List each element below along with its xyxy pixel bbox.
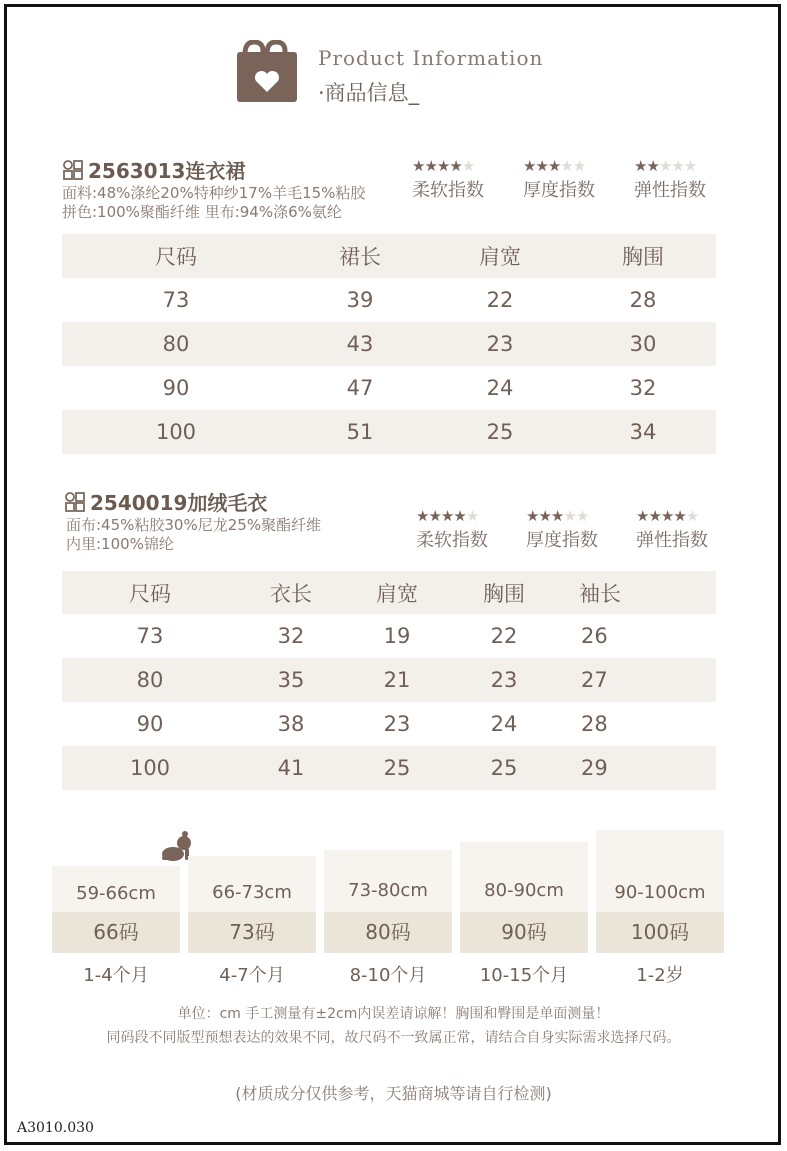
star-empty-icon: ★ [658,157,672,175]
table-cell: 73 [136,624,164,648]
table-cell: 22 [490,624,518,648]
product-2-rating-thick [526,508,598,552]
table-cell: 23 [490,668,518,692]
table-cell: 27 [581,668,608,692]
table-cell: 100 [129,756,171,780]
rating-label: 弹性指数 [636,530,708,551]
size-bar-code: 100码 [630,920,690,944]
size-bar-cm: 90-100cm [614,882,706,903]
age-label: 8-10个月 [349,965,427,986]
star-empty-icon: ★ [461,157,475,175]
size-bar-cm: 80-90cm [484,880,564,901]
star-filled-icon: ★ [673,507,686,525]
table-cell: 23 [486,332,514,356]
table-header-cell: 尺码 [129,581,171,606]
rating-label: 厚度指数 [523,180,595,201]
grid-icon [62,159,84,181]
table-cell: 41 [277,756,305,780]
table-header-row [62,234,716,278]
table-cell: 100 [155,420,197,444]
star-empty-icon: ★ [572,157,586,175]
table-cell: 24 [486,376,514,400]
table-row [62,702,716,746]
star-empty-icon: ★ [683,157,697,175]
star-icon [523,158,595,174]
product-1-rating-elastic [634,158,706,202]
table-cell: 43 [346,332,374,356]
table-row [62,658,716,702]
table-header-cell: 尺码 [155,245,197,269]
star-empty-icon: ★ [575,507,589,525]
star-filled-icon: ★ [535,157,548,175]
star-icon [636,508,708,524]
star-filled-icon: ★ [436,157,450,175]
table-row [62,322,716,366]
table-cell: 25 [383,756,411,780]
star-empty-icon: ★ [465,507,479,525]
product-2-size-table [62,571,716,790]
star-filled-icon: ★ [428,507,441,525]
table-cell: 28 [581,712,608,736]
product-2-title-text: 2540019加绒毛衣 [90,491,268,515]
table-cell: 24 [490,712,518,736]
star-icon [526,508,598,524]
product-1-rating-thick [523,158,595,202]
star-icon [416,508,488,524]
rating-label: 柔软指数 [412,180,484,201]
header-title-cn: ·商品信息_ [318,81,420,105]
size-bar-code: 66码 [93,920,139,944]
star-filled-icon: ★ [634,157,647,175]
table-cell: 23 [383,712,411,736]
header-title-en: Product Information [318,46,544,70]
star-filled-icon: ★ [547,157,561,175]
table-row [62,410,716,454]
table-cell: 21 [383,668,411,692]
age-label: 10-15个月 [479,965,569,986]
star-filled-icon: ★ [648,507,661,525]
table-cell: 26 [581,624,608,648]
star-filled-icon: ★ [449,157,462,175]
table-cell: 80 [162,332,190,356]
footer-disclaimer: (材质成分仅供参考，天猫商城等请自行检测) [235,1084,552,1103]
table-cell: 32 [629,376,657,400]
table-cell: 51 [346,420,374,444]
table-row [62,278,716,322]
product-1-size-table [62,234,716,454]
table-cell: 29 [581,756,608,780]
size-bar-code: 80码 [365,920,411,944]
table-cell: 38 [277,712,305,736]
table-cell: 47 [346,376,374,400]
table-row [62,746,716,790]
size-bar-code: 73码 [229,920,275,944]
table-cell: 39 [346,288,374,312]
star-filled-icon: ★ [424,157,437,175]
size-bar-80 [324,850,452,953]
table-cell: 30 [629,332,657,356]
star-empty-icon: ★ [560,157,573,175]
star-empty-icon: ★ [563,507,576,525]
table-header-cell: 衣长 [270,581,312,606]
table-header-cell: 肩宽 [376,581,418,606]
table-cell: 90 [162,376,190,400]
star-filled-icon: ★ [453,507,466,525]
fabric-line: 面料:48%涤纶20%特种纱17%羊毛15%粘胶 [62,184,366,202]
table-header-cell: 肩宽 [479,245,521,269]
table-cell: 22 [486,288,514,312]
table-cell: 73 [162,288,190,312]
age-label: 4-7个月 [219,965,285,986]
fabric-line: 面布:45%粘胶30%尼龙25%聚酯纤维 [66,516,322,534]
age-label: 1-2岁 [636,965,684,986]
table-header-cell: 胸围 [622,245,664,269]
star-filled-icon: ★ [550,507,564,525]
table-cell: 25 [490,756,518,780]
table-row [62,366,716,410]
table-header-cell: 袖长 [579,581,621,606]
star-empty-icon: ★ [685,507,699,525]
table-header-cell: 裙长 [339,245,381,269]
table-cell: 19 [383,624,411,648]
table-cell: 90 [136,712,164,736]
star-filled-icon: ★ [646,157,659,175]
star-filled-icon: ★ [538,507,551,525]
rating-label: 厚度指数 [526,530,598,551]
size-bar-73 [188,856,316,953]
grid-icon [64,491,86,513]
size-bar-66 [52,866,180,953]
product-1-fabric [62,184,365,222]
table-header-row [62,571,716,614]
size-bar-cm: 73-80cm [348,880,428,901]
star-filled-icon: ★ [526,507,539,525]
table-row [62,614,716,658]
size-bar-90 [460,842,588,953]
table-cell: 35 [277,668,305,692]
star-filled-icon: ★ [660,507,674,525]
product-2-rating-elastic [636,508,708,552]
shopping-bag-heart-icon [235,40,299,104]
table-cell: 32 [277,624,305,648]
rating-label: 弹性指数 [634,180,706,201]
age-label: 1-4个月 [83,965,149,986]
star-filled-icon: ★ [636,507,649,525]
fabric-line: 拼色:100%聚酯纤维 里布:94%涤6%氨纶 [62,203,342,221]
table-cell: 80 [136,668,164,692]
star-filled-icon: ★ [412,157,425,175]
note-line-2: 同码段不同版型预想表达的效果不同，故尺码不一致属正常，请结合自身实际需求选择尺码。 [106,1030,681,1046]
star-icon [412,158,484,174]
product-1-title-text: 2563013连衣裙 [88,159,246,183]
size-bar-code: 90码 [501,920,547,944]
star-filled-icon: ★ [416,507,429,525]
product-2-title [64,487,267,516]
star-icon [634,158,706,174]
product-1-title [62,155,245,184]
fabric-line: 内里:100%锦纶 [66,535,174,553]
size-bar-cm: 59-66cm [76,883,156,904]
size-bar-cm: 66-73cm [212,882,292,903]
product-2-fabric [66,516,321,554]
table-cell: 34 [629,420,657,444]
rating-label: 柔软指数 [416,530,488,551]
star-filled-icon: ★ [523,157,536,175]
image-code: A3010.030 [17,1120,94,1136]
table-header-cell: 胸围 [483,581,525,606]
table-cell: 28 [629,288,657,312]
star-filled-icon: ★ [440,507,454,525]
product-2-rating-soft [416,508,488,552]
star-empty-icon: ★ [671,157,684,175]
product-1-rating-soft [412,158,484,202]
table-cell: 25 [486,420,514,444]
note-line-1: 单位：cm 手工测量有±2cm内误差请谅解！胸围和臀围是单面测量！ [177,1006,610,1022]
size-bar-100 [596,830,724,953]
